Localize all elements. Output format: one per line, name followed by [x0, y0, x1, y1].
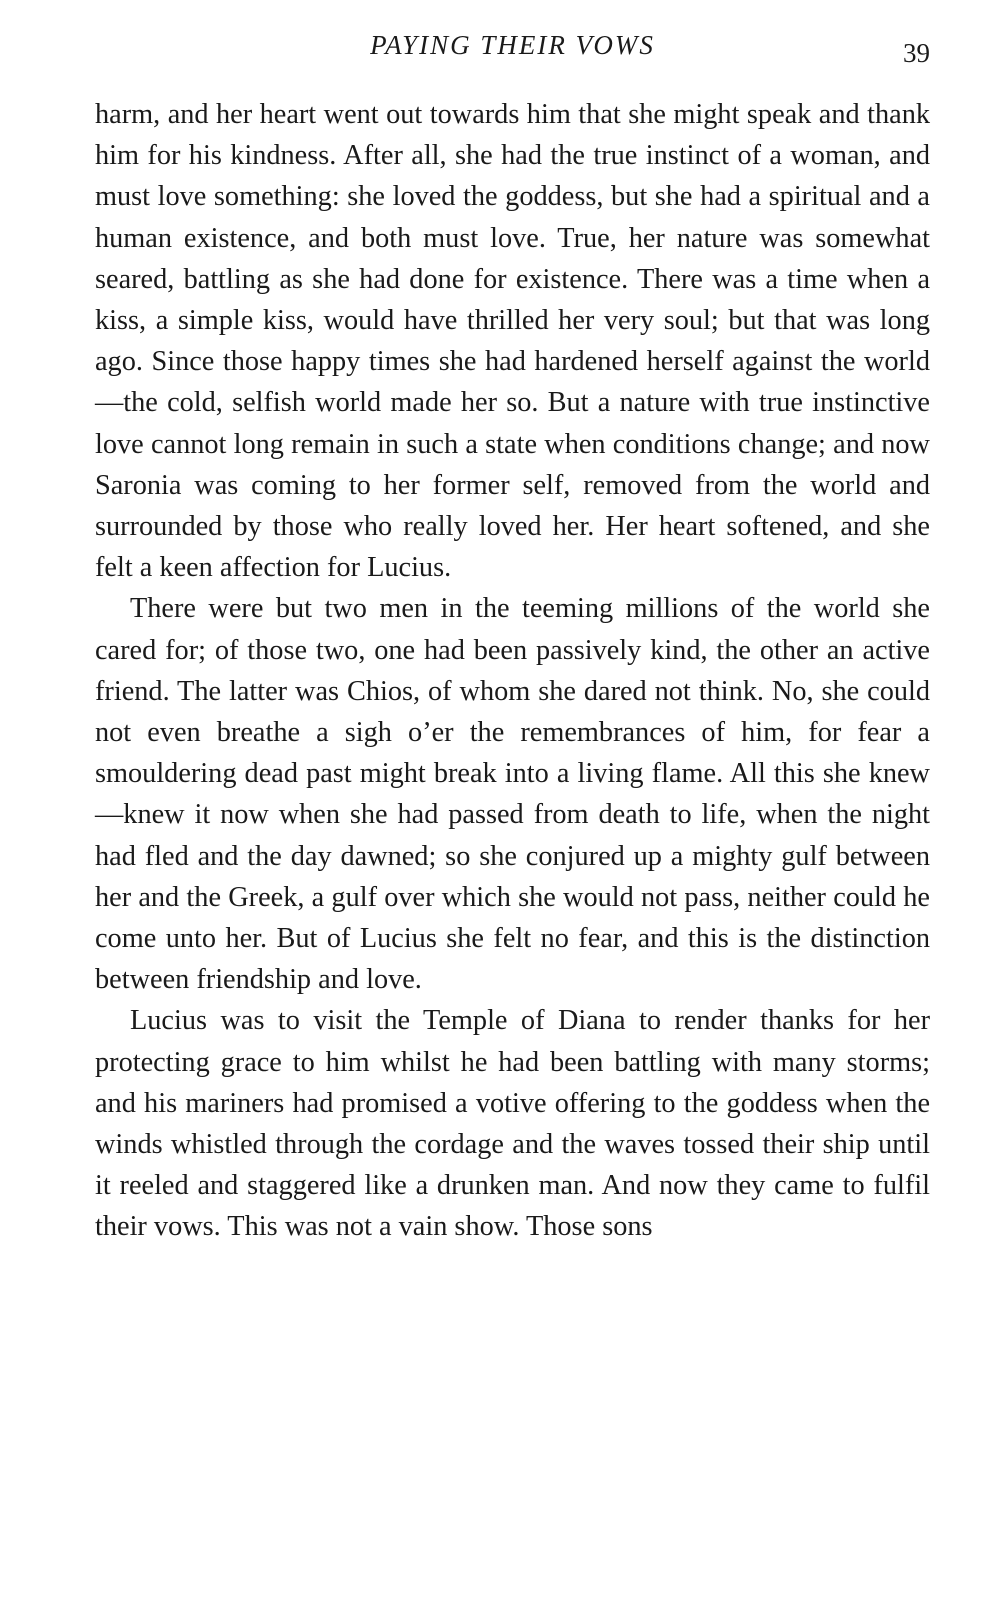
body-text — [95, 94, 930, 1248]
running-head — [95, 28, 930, 72]
running-title: PAYING THEIR VOWS — [370, 30, 655, 60]
page-number: 39 — [903, 38, 930, 68]
paragraph: There were but two men in the teeming millions of the world she cared for; of those two, one had been passively kind, the other an active friend. The latter was Chios, of whom she dared not think. No, she could not even breathe a sigh o’er the remembrances of him, for fear a smouldering dead past might break into a living flame. All this she knew—knew it now when she had passed from death to life, when the night had fled and the day dawned; so she conjured up a mighty gulf between her and the Greek, a gulf over which she would not pass, neither could he come unto her. But of Lucius she felt no fear, and this is the distinction between friendship and love. — [95, 593, 930, 996]
paragraph: Lucius was to visit the Temple of Diana to render thanks for her protecting grace to him whilst he had been battling with many storms; and his mariners had promised a votive offering to the goddess when the winds whistled through the cordage and the waves tossed their ship until it reeled and staggered like a drunken man. And now they came to fulfil their vows. This was not a vain show. Those sons — [95, 1005, 930, 1243]
paragraph-continued: harm, and her heart went out towards him that she might speak and thank him for his kindness. After all, she had the true instinct of a woman, and must love something: she loved the goddess, but she had a spiritual and a human existence, and both must love. True, her nature was somewhat seared, battling as she had done for existence. There was a time when a kiss, a simple kiss, would have thrilled her very soul; but that was long ago. Since those happy times she had hardened herself against the world—the cold, selfish world made her so. But a nature with true instinctive love cannot long remain in such a state when conditions change; and now Saronia was coming to her former self, removed from the world and surrounded by those who really loved her. Her heart softened, and she felt a keen affection for Lucius. — [95, 99, 930, 584]
